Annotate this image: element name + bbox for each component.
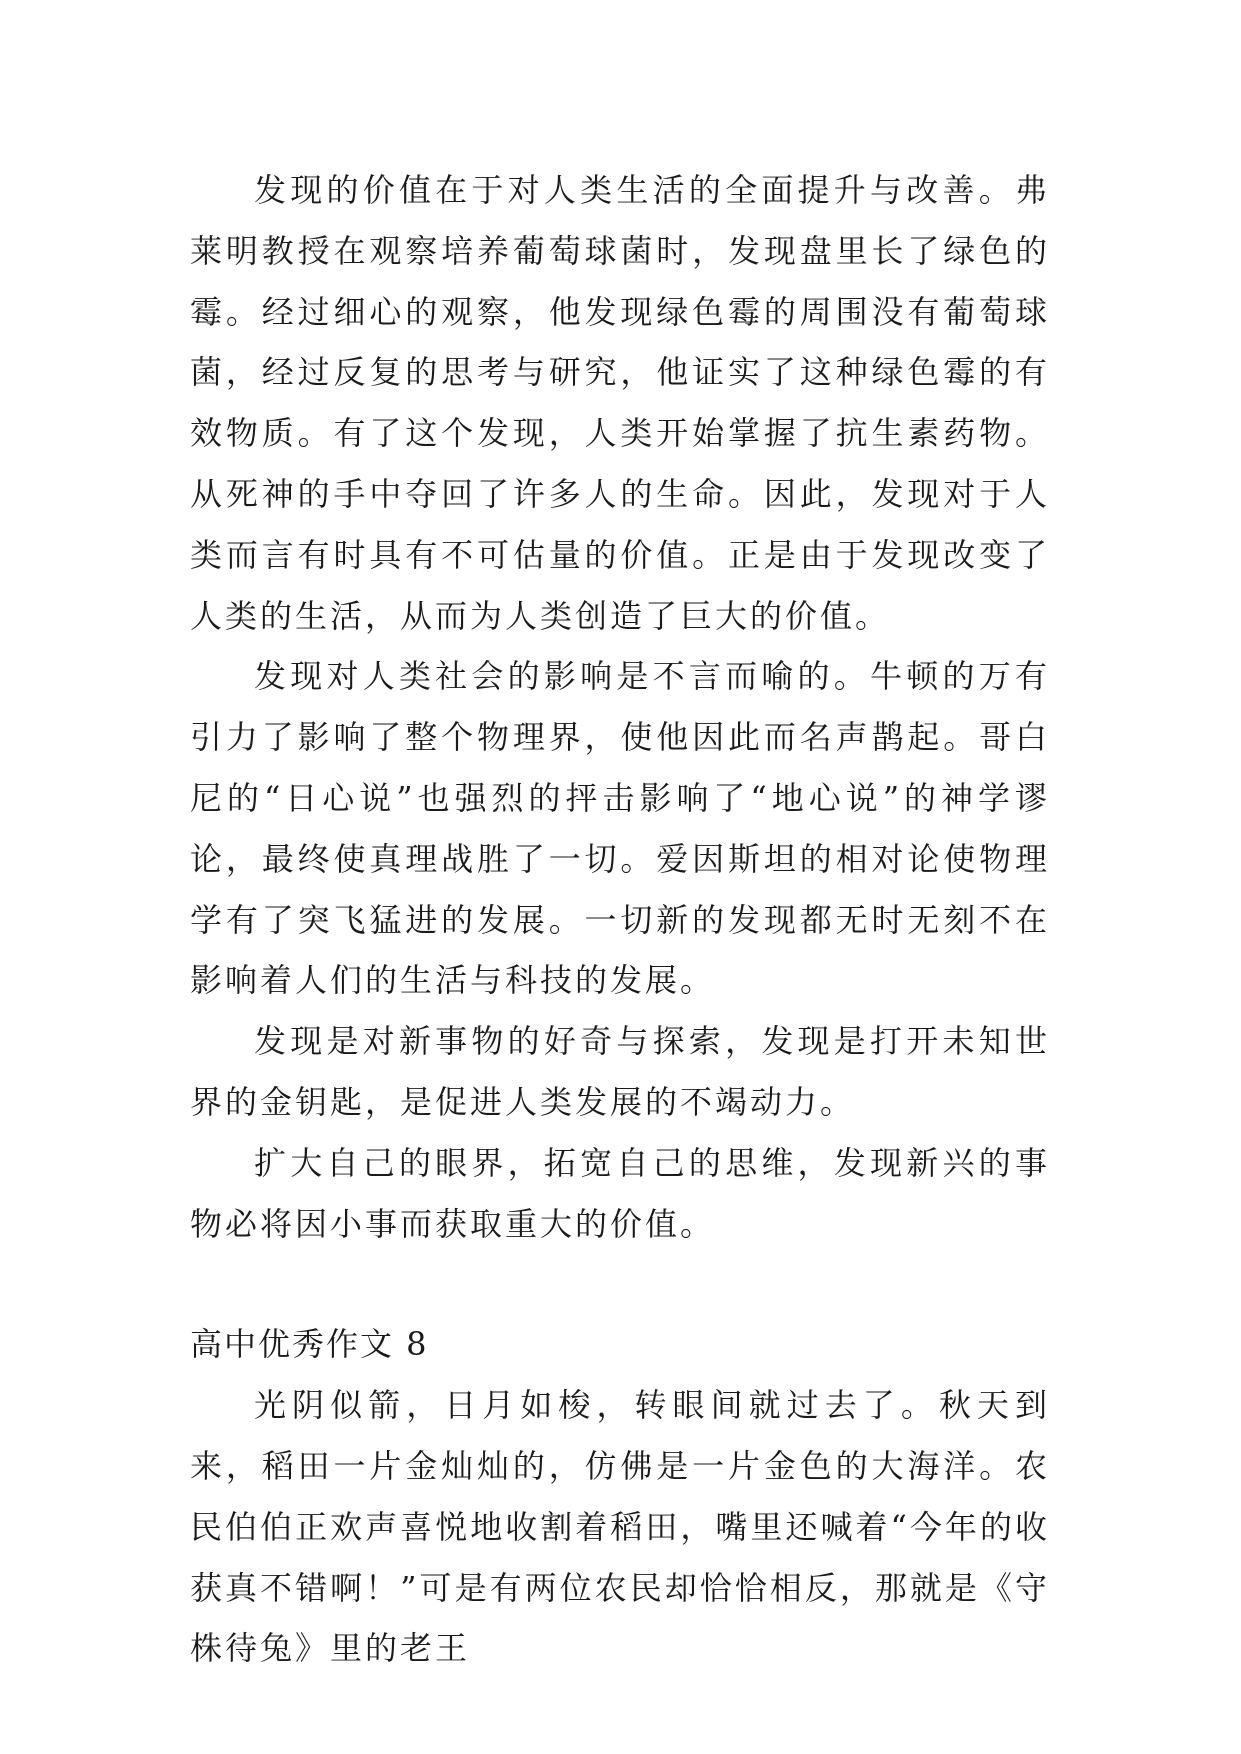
document-body [190, 160, 1050, 1679]
paragraph: 扩大自己的眼界，拓宽自己的思维，发现新兴的事物必将因小事而获取重大的价值。 [190, 1143, 1050, 1243]
paragraph: 发现的价值在于对人类生活的全面提升与改善。弗莱明教授在观察培养葡萄球菌时，发现盘里长了绿色的霉。经过细心的观察，他发现绿色霉的周围没有葡萄球菌，经过反复的思考与研究，他证实了这种绿色霉的有效物质。有了这个发现，人类开始掌握了抗生素药物。从死神的手中夺回了许多人的生命。因此，发现对于人类而言有时具有不可估量的价值。正是由于发现改变了人类的生活，从而为人类创造了巨大的价值。 [190, 171, 1050, 635]
paragraph: 光阴似箭，日月如梭，转眼间就过去了。秋天到来，稻田一片金灿灿的，仿佛是一片金色的大海洋。农民伯伯正欢声喜悦地收割着稻田，嘴里还喊着“今年的收获真不错啊！”可是有两位农民却恰恰相反，那就是《守株待兔》里的老王 [190, 1386, 1050, 1668]
section-title: 高中优秀作文 8 [190, 1325, 429, 1364]
paragraph: 发现对人类社会的影响是不言而喻的。牛顿的万有引力了影响了整个物理界，使他因此而名声鹊起。哥白尼的“日心说”也强烈的抨击影响了“地心说”的神学谬论，最终使真理战胜了一切。爱因斯坦的相对论使物理学有了突飞猛进的发展。一切新的发现都无时无刻不在影响着人们的生活与科技的发展。 [190, 657, 1050, 1000]
paragraph: 发现是对新事物的好奇与探索，发现是打开未知世界的金钥匙，是促进人类发展的不竭动力。 [190, 1022, 1050, 1121]
